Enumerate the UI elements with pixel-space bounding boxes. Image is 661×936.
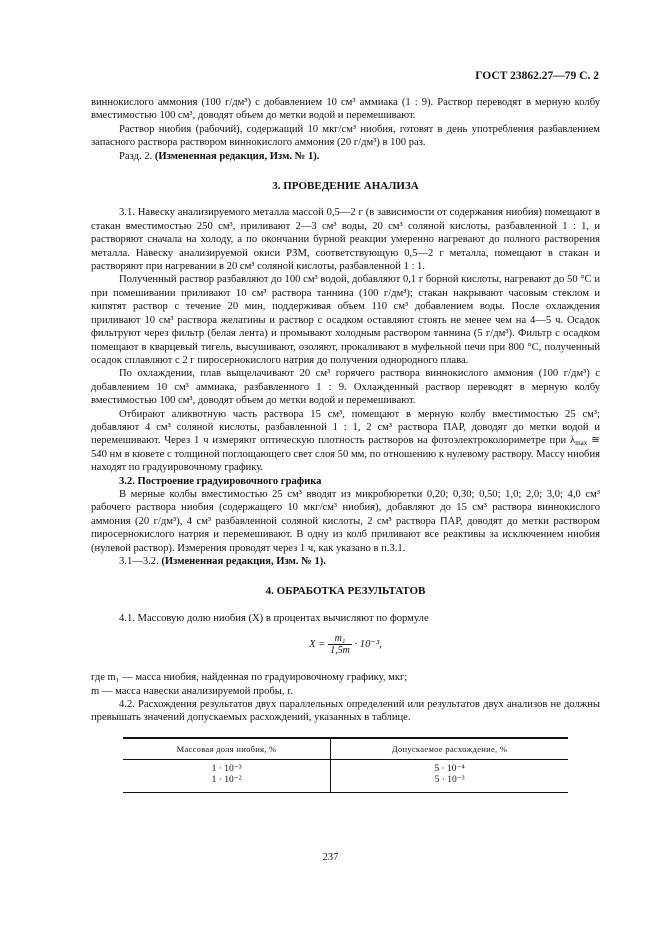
section-4-paragraph-1: 4.1. Массовую долю ниобия (X) в процентах вычисляют по формуле [119, 612, 429, 624]
table-cell: 5 · 10⁻³ [331, 775, 568, 793]
table-cell: 5 · 10⁻⁴ [331, 759, 568, 775]
amendment-text: (Измененная редакция, Изм. № 1). [154, 150, 320, 162]
lambda-subscript: max [575, 439, 588, 448]
amendment-prefix: 3.1—3.2. [119, 556, 162, 567]
section-3-title: 3. ПРОВЕДЕНИЕ АНАЛИЗА [272, 180, 419, 193]
paragraph-4-part-a: Отбирают аликвотную часть раствора 15 см³, помещают в мерную колбу вместимостью 25 см³; добавляют 4 см³ соляной кислоты, разбавленной 1 : 1, 2 см³ раствора ПАР, доводят до метки водой и перемешивают. Через 1 ч измеряют оптическую плотность растворов на фотоэлектроколориметре при λ [91, 408, 600, 447]
tolerance-table [123, 737, 568, 793]
amendment-text: (Измененная редакция, Изм. № 1). [161, 556, 326, 567]
intro-paragraph-1: виннокислого аммония (100 г/дм³) с добавлением 10 см³ аммиака (1 : 9). Раствор переводят в мерную колбу вместимостью 100 см³, доводят объем до метки водой и перемешивают. [91, 97, 600, 122]
definition-m1: где m₁ — масса ниобия, найденная по градуировочному графику, мкг; [91, 672, 408, 684]
amendment-prefix: Разд. 2. [119, 150, 155, 162]
document-header: ГОСТ 23862.27—79 С. 2 [475, 70, 599, 82]
table-cell: 1 · 10⁻³ [211, 763, 242, 774]
table-header-mass-fraction: Массовая доля ниобия, % [123, 738, 331, 760]
section-3-paragraph-4 [91, 408, 600, 475]
section-3-2-paragraph: В мерные колбы вместимостью 25 см³ вводят из микробюретки 0,20; 0,30; 0,50; 1,0; 2,0; 3,0; 4,0 см³ рабочего раствора ниобия (содержащего 10 мкг/см³ ниобия), добавляют до 15 см³ раствора виннокислого аммония (20 г/дм³), 4 см³ разбавленной соляной кислоты, 2 см³ раствора ПАР, доводят до метки раствором пиросернокислого натрия и перемешивают. В одну из колб приливают все реактивы за исключением ниобия (нулевой раствор). Измерения проводят через 1 ч, как указано в п.3.1. [91, 488, 600, 554]
mass-fraction-formula [91, 633, 600, 661]
formula-fraction [328, 633, 352, 656]
table-row [123, 775, 568, 793]
table-row [123, 759, 568, 775]
formula-numerator: m₁ [328, 633, 352, 645]
document-body [91, 96, 600, 793]
formula-lhs: X = [309, 639, 326, 651]
section-3-amendment-note [91, 555, 600, 568]
section-4-title: 4. ОБРАБОТКА РЕЗУЛЬТАТОВ [265, 585, 426, 598]
section-4-paragraph-2: 4.2. Расхождения результатов двух параллельных определений или результатов двух анализов не должны превышать значений допускаемых расхождений, указанных в таблице. [91, 699, 600, 724]
definition-m: m — масса навески анализируемой пробы, г. [91, 685, 293, 697]
table-header-row [123, 738, 568, 760]
table-header-tolerance: Допускаемое расхождение, % [331, 738, 568, 760]
formula-denominator: 1,5m [330, 645, 350, 657]
page-number: 237 [322, 852, 339, 863]
formula-rhs: · 10⁻³, [354, 639, 382, 651]
section-3-paragraph-2: Полученный раствор разбавляют до 100 см³ водой, добавляют 0,1 г борной кислоты, нагревают до 50 °С и при помешивании приливают 10 см³ раствора таннина (100 г/дм³); стакан накрывают часовым стеклом и кипятят раствор с течение 20 мин, поддерживая объем 110 см³ добавлением воды. После охлаждения приливают 10 см³ раствора желатины и раствор с осадком оставляют стоять не менее чем на 4—5 ч. Осадок фильтруют через фильтр (белая лента) и промывают холодным раствором таннина (5 г/дм³). Фильтр с осадком помещают в кварцевый тигель, высушивают, озоляют, прокаливают в муфельной печи при 800 °С, полученный осадок сплавляют с 2 г пиросернокислого натрия до получения однородного плава. [91, 274, 600, 366]
section-3-2-title: 3.2. Построение градуировочного графика [119, 475, 322, 487]
intro-paragraph-2: Раствор ниобия (рабочий), содержащий 10 мкг/см³ ниобия, готовят в день употребления разбавлением запасного раствора раствором виннокислого аммония (20 г/дм³) в 100 раз. [91, 123, 600, 149]
paragraph-4-part-b: ≅ 540 нм в кювете с толщиной поглощающего свет слоя 50 мм, по отношению к нулевому раствору. Массу ниобия находят по градуировочному графику. [91, 435, 600, 474]
table-cell: 1 · 10⁻² [123, 775, 331, 793]
intro-amendment-note [91, 150, 600, 163]
section-3-paragraph-3: По охлаждении, плав выщелачивают 20 см³ горячего раствора виннокислого аммония (100 г/дм³) с добавлением 10 см³ аммиака, разбавленного 1 : 9. Охлажденный раствор переводят в мерную колбу вместимостью 100 см³, доводят объем до метки водой и перемешивают. [91, 368, 600, 407]
section-3-paragraph-1: 3.1. Навеску анализируемого металла массой 0,5—2 г (в зависимости от содержания ниобия) помещают в стакан вместимостью 250 см³, приливают 2—3 см³ воды, 20 см³ соляной кислоты, разбавленной 1 : 1, и растворяют сначала на холоду, а по окончании бурной реакции умеренно нагревают до полного растворения металла. Навеску анализируемой окиси РЗМ, соответствующую 0,5—2 г металла, помещают в стакан и растворяют при нагревании в 20 см³ соляной кислоты, разбавленной 1 : 1. [91, 207, 600, 273]
